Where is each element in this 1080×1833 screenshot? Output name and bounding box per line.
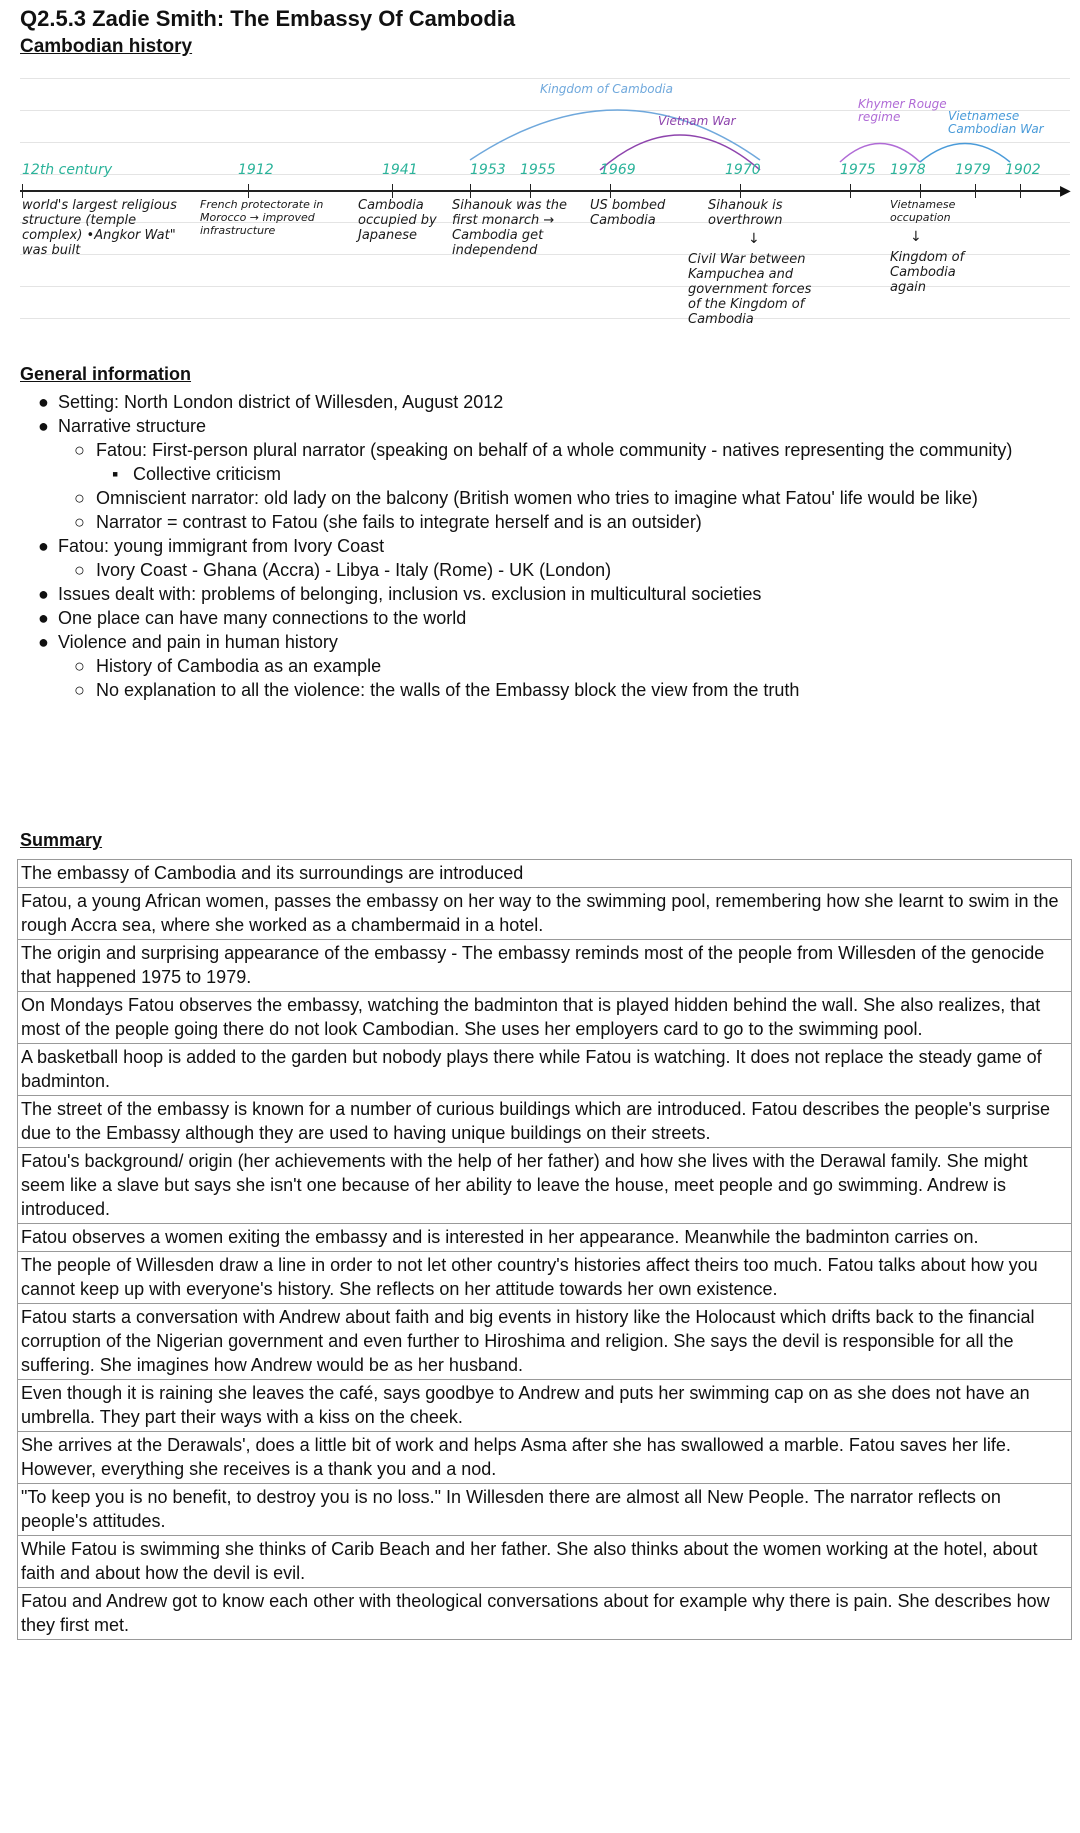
year-label: 1902 xyxy=(1005,162,1041,178)
list-item: ● Issues dealt with: problems of belonging, inclusion vs. exclusion in multicultural societies xyxy=(38,584,762,604)
year-label: 1978 xyxy=(890,162,926,178)
table-row xyxy=(18,992,1072,1044)
circle-bullet-icon: ○ xyxy=(74,488,85,508)
table-cell: "To keep you is no benefit, to destroy you is no loss." In Willesden there are almost all New People. The narrator reflects on people's attitudes. xyxy=(18,1484,1072,1536)
event-french-protectorate: French protectorate in Morocco → improved infrastructure xyxy=(200,198,324,237)
event-civil-war: Civil War between Kampuchea and government forces of the Kingdom of Cambodia xyxy=(688,252,812,327)
year-label: 1941 xyxy=(382,162,418,178)
square-bullet-icon: ▪ xyxy=(112,464,119,484)
period-kingdom: Kingdom of Cambodia xyxy=(540,82,673,96)
list-item: ● One place can have many connections to the world xyxy=(38,608,467,628)
table-cell: A basketball hoop is added to the garden but nobody plays there while Fatou is watching. It does not replace the steady game of badminton. xyxy=(18,1044,1072,1096)
section-subtitle: Cambodian history xyxy=(20,36,193,57)
arrow-icon: ▶ xyxy=(1060,183,1071,199)
year-label: 1969 xyxy=(600,162,636,178)
year-label: 1979 xyxy=(955,162,991,178)
table-cell: Even though it is raining she leaves the café, says goodbye to Andrew and puts her swimming cap on as she does not have an umbrella. They part their ways with a kiss on the cheek. xyxy=(18,1380,1072,1432)
timeline-axis xyxy=(20,190,1065,192)
list-item: ● Violence and pain in human history xyxy=(38,632,338,652)
table-cell: The street of the embassy is known for a number of curious buildings which are introduced. Fatou describes the people's surprise due to the Embassy although they are used to having unique buildings on their streets. xyxy=(18,1096,1072,1148)
khmer-rouge-arc xyxy=(840,144,920,163)
table-cell: Fatou observes a women exiting the embassy and is interested in her appearance. Meanwhile the badminton carries on. xyxy=(18,1224,1072,1252)
year-label: 12th century xyxy=(22,162,113,178)
year-label: 1975 xyxy=(840,162,876,178)
list-item: ▪ Collective criticism xyxy=(112,464,282,484)
table-row xyxy=(18,1536,1072,1588)
history-timeline xyxy=(0,70,1080,370)
viet-cambodian-war-arc xyxy=(920,144,1010,163)
arrow-down-icon: ↓ xyxy=(748,231,760,247)
bullet-icon: ● xyxy=(38,584,49,604)
list-item: ● Narrative structure xyxy=(38,416,207,436)
event-angkor-wat: world's largest religious structure (temple complex) •Angkor Wat" was built xyxy=(22,198,177,258)
circle-bullet-icon: ○ xyxy=(74,560,85,580)
event-us-bombing: US bombed Cambodia xyxy=(590,198,666,228)
bullet-icon: ● xyxy=(38,632,49,652)
table-cell: The people of Willesden draw a line in order to not let other country's histories affect theirs too much. Fatou talks about how you cannot keep up with everyone's history. She reflects on her attitude towards her own existence. xyxy=(18,1252,1072,1304)
table-row xyxy=(18,1484,1072,1536)
list-item: ○ Fatou: First-person plural narrator (speaking on behalf of a whole community - natives representing the community) xyxy=(74,440,1013,460)
circle-bullet-icon: ○ xyxy=(74,440,85,460)
period-khmer-rouge: Khymer Rouge regime xyxy=(858,97,947,124)
general-info-heading: General information xyxy=(20,364,192,384)
list-item: ○ History of Cambodia as an example xyxy=(74,656,382,676)
table-row xyxy=(18,1044,1072,1096)
circle-bullet-icon: ○ xyxy=(74,680,85,700)
year-label: 1953 xyxy=(470,162,506,178)
table-cell: Fatou, a young African women, passes the embassy on her way to the swimming pool, remembering how she learnt to swim in the rough Accra sea, where she worked as a chambermaid in a hotel. xyxy=(18,888,1072,940)
summary-heading: Summary xyxy=(20,830,103,850)
table-cell: Fatou and Andrew got to know each other with theological conversations about for example why there is pain. She describes how they first met. xyxy=(18,1588,1072,1640)
table-cell: The embassy of Cambodia and its surroundings are introduced xyxy=(18,860,1072,888)
event-sihanouk-overthrown: Sihanouk is overthrown xyxy=(708,198,783,228)
general-info-list xyxy=(20,390,1070,702)
summary-table xyxy=(17,859,1072,1640)
page-title: Q2.5.3 Zadie Smith: The Embassy Of Cambodia xyxy=(20,6,516,31)
bullet-icon: ● xyxy=(38,416,49,436)
year-label: 1955 xyxy=(520,162,556,178)
list-item: ● Setting: North London district of Willesden, August 2012 xyxy=(38,392,504,412)
table-row xyxy=(18,860,1072,888)
table-row xyxy=(18,1252,1072,1304)
event-independence: Sihanouk was the first monarch → Cambodia get independend xyxy=(452,198,568,258)
list-item: ○ Omniscient narrator: old lady on the balcony (British women who tries to imagine what Fatou' life would be like) xyxy=(74,488,978,508)
list-item: ○ Narrator = contrast to Fatou (she fails to integrate herself and is an outsider) xyxy=(74,512,702,532)
event-japanese-occupation: Cambodia occupied by Japanese xyxy=(358,198,437,243)
table-row xyxy=(18,940,1072,992)
table-row xyxy=(18,1148,1072,1224)
arrow-down-icon: ↓ xyxy=(910,229,922,245)
period-viet-cambodian-war: Vietnamese Cambodian War xyxy=(948,109,1044,136)
table-cell: Fatou's background/ origin (her achievements with the help of her father) and how she lives with the Derawal family. She might seem like a slave but says she isn't one because of her ability to leave the house, meet people and go swimming. Andrew is introduced. xyxy=(18,1148,1072,1224)
list-item: ○ Ivory Coast - Ghana (Accra) - Libya - Italy (Rome) - UK (London) xyxy=(74,560,612,580)
table-row xyxy=(18,1380,1072,1432)
bullet-icon: ● xyxy=(38,392,49,412)
event-vietnamese-occupation: Vietnamese occupation xyxy=(890,198,956,224)
list-item: ○ No explanation to all the violence: the walls of the Embassy block the view from the truth xyxy=(74,680,800,700)
list-item: ● Fatou: young immigrant from Ivory Coast xyxy=(38,536,385,556)
circle-bullet-icon: ○ xyxy=(74,656,85,676)
table-row xyxy=(18,1432,1072,1484)
table-row xyxy=(18,1096,1072,1148)
bullet-icon: ● xyxy=(38,536,49,556)
table-cell: On Mondays Fatou observes the embassy, watching the badminton that is played hidden behind the wall. She also realizes, that most of the people going there do not look Cambodian. She uses her employers card to go to the swimming pool. xyxy=(18,992,1072,1044)
year-label: 1912 xyxy=(238,162,274,178)
bullet-icon: ● xyxy=(38,608,49,628)
period-vietnam-war: Vietnam War xyxy=(658,114,736,128)
table-row xyxy=(18,888,1072,940)
table-row xyxy=(18,1588,1072,1640)
year-label: 1970 xyxy=(725,162,761,178)
event-kingdom-again: Kingdom of Cambodia again xyxy=(890,250,965,295)
table-cell: While Fatou is swimming she thinks of Carib Beach and her father. She also thinks about the women working at the hotel, about faith and about how the devil is evil. xyxy=(18,1536,1072,1588)
table-cell: Fatou starts a conversation with Andrew about faith and big events in history like the Holocaust which drifts back to the financial corruption of the Nigerian government and even further to Hiroshima and religion. She says the devil is responsible for all the suffering. She imagines how Andrew would be as her husband. xyxy=(18,1304,1072,1380)
circle-bullet-icon: ○ xyxy=(74,512,85,532)
table-row xyxy=(18,1224,1072,1252)
table-cell: She arrives at the Derawals', does a little bit of work and helps Asma after she has swallowed a marble. Fatou saves her life. However, everything she receives is a thank you and a nod. xyxy=(18,1432,1072,1484)
table-cell: The origin and surprising appearance of the embassy - The embassy reminds most of the people from Willesden of the genocide that happened 1975 to 1979. xyxy=(18,940,1072,992)
table-row xyxy=(18,1304,1072,1380)
